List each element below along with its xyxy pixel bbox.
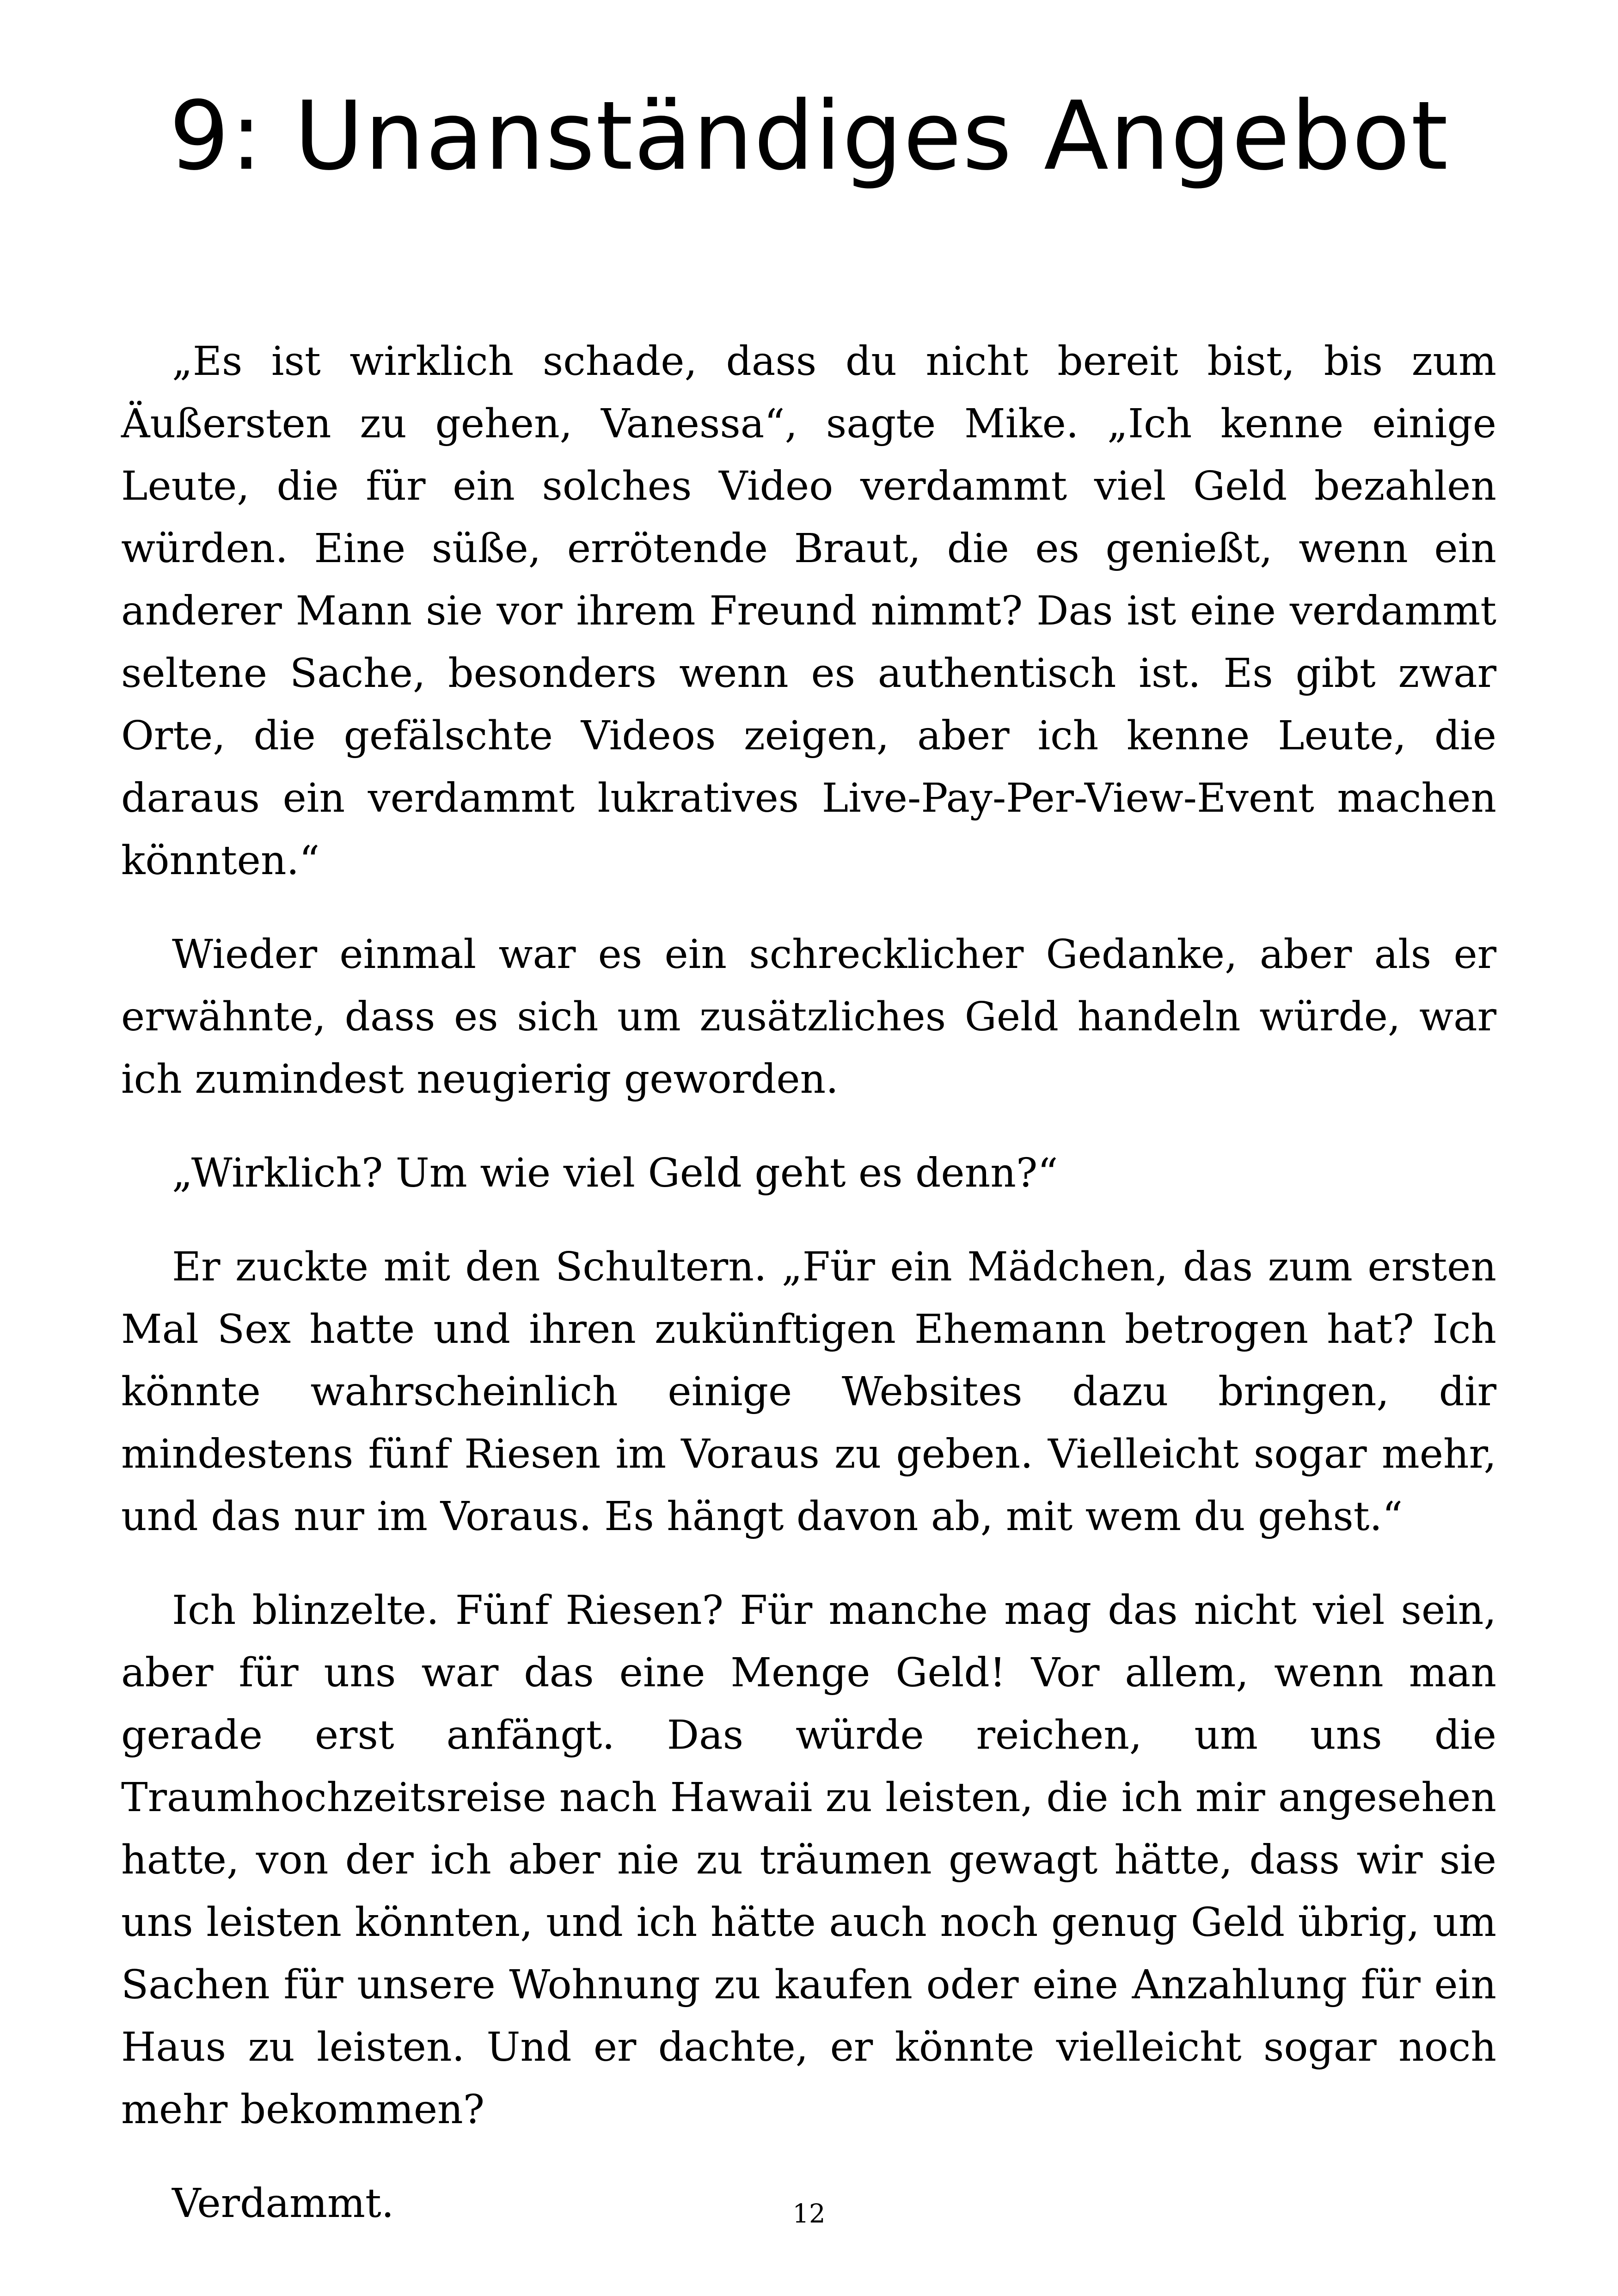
paragraph: Er zuckte mit den Schultern. „Für ein Mädchen, das zum ersten Mal Sex hatte und ihren zukünftigen Ehemann betrogen hat? Ich könnte wahrscheinlich einige Websites dazu bringen, dir mindestens fünf Riesen im Voraus zu geben. Vielleicht sogar mehr, und das nur im Voraus. Es hängt davon ab, mit wem du gehst.“	[121, 1244, 1496, 1540]
paragraph: „Es ist wirklich schade, dass du nicht bereit bist, bis zum Äußersten zu gehen, Vanessa“, sagte Mike. „Ich kenne einige Leute, die für ein solches Video verdammt viel Geld bezahlen würden. Eine süße, errötende Braut, die es genießt, wenn ein anderer Mann sie vor ihrem Freund nimmt? Das ist eine verdammt seltene Sache, besonders wenn es authentisch ist. Es gibt zwar Orte, die gefälschte Videos zeigen, aber ich kenne Leute, die daraus ein verdammt lukratives Live-Pay-Per-View-Event machen könnten.“	[121, 338, 1496, 884]
paragraph: „Wirklich? Um wie viel Geld geht es denn?“	[172, 1150, 1058, 1196]
chapter-body	[121, 331, 1496, 2266]
paragraph: Wieder einmal war es ein schrecklicher Gedanke, aber als er erwähnte, dass es sich um zusätzliches Geld handeln würde, war ich zumindest neugierig geworden.	[121, 931, 1496, 1102]
paragraph: Verdammt.	[172, 2180, 394, 2227]
paragraph: Ich blinzelte. Fünf Riesen? Für manche mag das nicht viel sein, aber für uns war das eine Menge Geld! Vor allem, wenn man gerade erst anfängt. Das würde reichen, um uns die Traumhochzeitsreise nach Hawaii zu leisten, die ich mir angesehen hatte, von der ich aber nie zu träumen gewagt hätte, dass wir sie uns leisten könnten, und ich hätte auch noch genug Geld übrig, um Sachen für unsere Wohnung zu kaufen oder eine Anzahlung für ein Haus zu leisten. Und er dachte, er könnte vielleicht sogar noch mehr bekommen?	[121, 1587, 1496, 2133]
chapter-title: 9: Unanständiges Angebot	[169, 81, 1449, 191]
page-number: 12	[792, 2199, 826, 2229]
